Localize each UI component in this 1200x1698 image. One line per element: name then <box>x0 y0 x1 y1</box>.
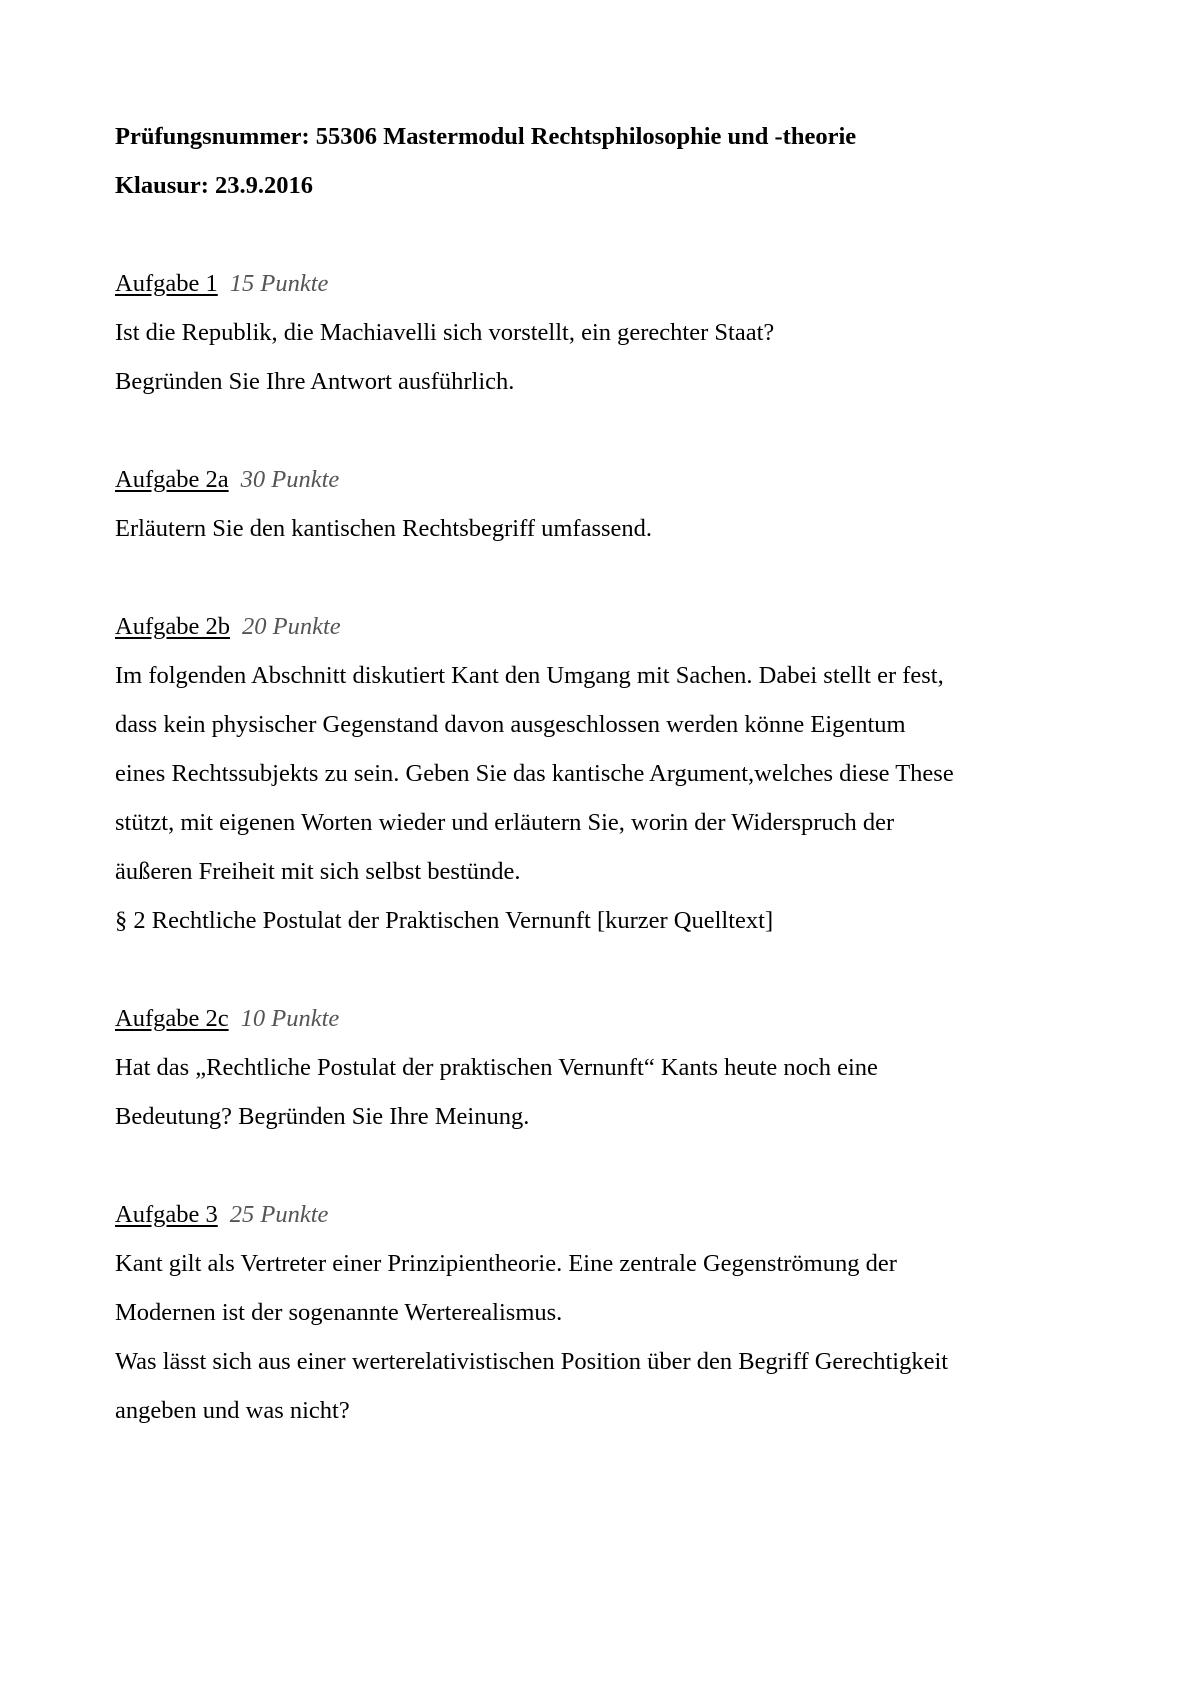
task-heading <box>115 455 1095 504</box>
task-text-line: Erläutern Sie den kantischen Rechtsbegriff umfassend. <box>115 515 653 542</box>
task-text-line: Im folgenden Abschnitt diskutiert Kant den Umgang mit Sachen. Dabei stellt er fest, <box>115 662 944 689</box>
task-text-line: § 2 Rechtliche Postulat der Praktischen Vernunft [kurzer Quelltext] <box>115 907 774 934</box>
task-list <box>115 259 1095 1435</box>
task-heading <box>115 602 1095 651</box>
task-points: 25 Punkte <box>229 1201 329 1228</box>
task-text-line: Begründen Sie Ihre Antwort ausführlich. <box>115 368 515 395</box>
task-section <box>115 259 1095 406</box>
task-text-line: dass kein physischer Gegenstand davon ausgeschlossen werden könne Eigentum <box>115 711 906 738</box>
exam-date-heading: Klausur: 23.9.2016 <box>115 172 314 199</box>
exam-number-heading: Prüfungsnummer: 55306 Mastermodul Rechtsphilosophie und -theorie <box>115 123 857 150</box>
task-section <box>115 602 1095 945</box>
task-text-line: eines Rechtssubjekts zu sein. Geben Sie das kantische Argument,welches diese These <box>115 760 954 787</box>
task-text-line: stützt, mit eigenen Worten wieder und erläutern Sie, worin der Widerspruch der <box>115 809 895 836</box>
task-text-line: Kant gilt als Vertreter einer Prinzipientheorie. Eine zentrale Gegenströmung der <box>115 1250 897 1277</box>
task-text-line: Ist die Republik, die Machiavelli sich vorstellt, ein gerechter Staat? <box>115 319 775 346</box>
task-text-line: Was lässt sich aus einer werterelativistischen Position über den Begriff Gerechtigkeit <box>115 1348 949 1375</box>
task-heading <box>115 259 1095 308</box>
task-label: Aufgabe 3 <box>115 1201 218 1228</box>
task-heading <box>115 994 1095 1043</box>
task-label: Aufgabe 2b <box>115 613 230 640</box>
document-content <box>115 112 1095 1435</box>
task-text-line: Modernen ist der sogenannte Werterealismus. <box>115 1299 563 1326</box>
task-points: 30 Punkte <box>240 466 340 493</box>
task-text-line: Hat das „Rechtliche Postulat der praktischen Vernunft“ Kants heute noch eine <box>115 1054 878 1081</box>
task-heading <box>115 1190 1095 1239</box>
task-text-line: äußeren Freiheit mit sich selbst bestünde. <box>115 858 521 885</box>
task-label: Aufgabe 1 <box>115 270 218 297</box>
task-label: Aufgabe 2a <box>115 466 229 493</box>
task-text-line: Bedeutung? Begründen Sie Ihre Meinung. <box>115 1103 530 1130</box>
task-points: 20 Punkte <box>241 613 341 640</box>
task-label: Aufgabe 2c <box>115 1005 229 1032</box>
task-section <box>115 455 1095 553</box>
task-points: 15 Punkte <box>229 270 329 297</box>
task-section <box>115 994 1095 1141</box>
task-points: 10 Punkte <box>240 1005 340 1032</box>
task-text-line: angeben und was nicht? <box>115 1397 350 1424</box>
task-section <box>115 1190 1095 1435</box>
